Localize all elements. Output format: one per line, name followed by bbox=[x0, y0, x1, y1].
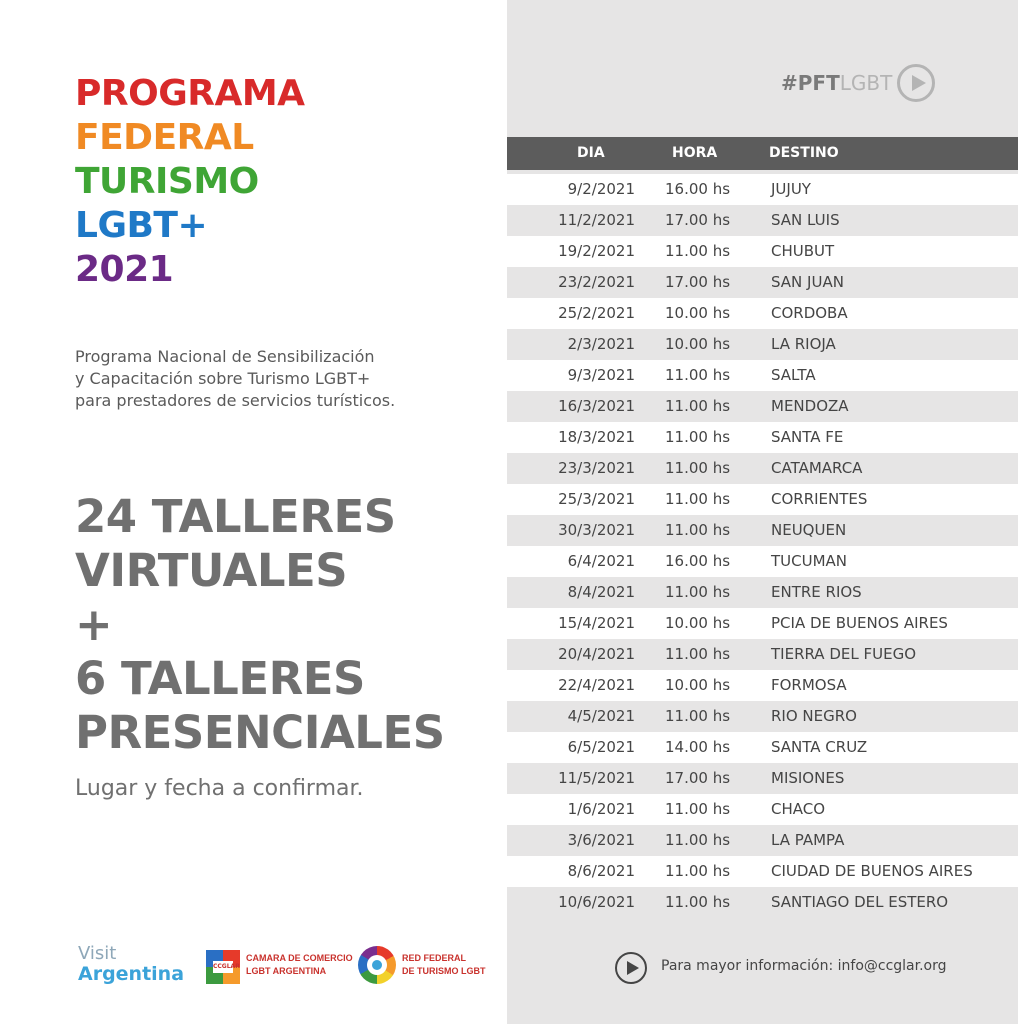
row-date: 16/3/2021 bbox=[558, 397, 635, 415]
row-destination: CATAMARCA bbox=[771, 459, 863, 477]
row-destination: TUCUMAN bbox=[771, 552, 848, 570]
row-time: 11.00 hs bbox=[665, 583, 731, 601]
row-destination: CIUDAD DE BUENOS AIRES bbox=[771, 862, 973, 880]
row-date: 1/6/2021 bbox=[567, 800, 635, 818]
row-time: 10.00 hs bbox=[665, 614, 731, 632]
header-destination: DESTINO bbox=[769, 145, 839, 161]
row-date: 9/2/2021 bbox=[567, 180, 635, 198]
table-row bbox=[507, 453, 1018, 484]
table-row bbox=[507, 546, 1018, 577]
title-line: PROGRAMA bbox=[75, 73, 305, 114]
row-date: 11/5/2021 bbox=[558, 769, 635, 787]
table-row bbox=[507, 732, 1018, 763]
table-row bbox=[507, 887, 1018, 918]
row-time: 11.00 hs bbox=[665, 800, 731, 818]
title-line: TURISMO bbox=[75, 161, 259, 202]
row-time: 17.00 hs bbox=[665, 273, 731, 291]
row-destination: RIO NEGRO bbox=[771, 707, 857, 725]
table-row bbox=[507, 608, 1018, 639]
row-time: 11.00 hs bbox=[665, 645, 731, 663]
table-row bbox=[507, 639, 1018, 670]
row-time: 11.00 hs bbox=[665, 366, 731, 384]
visit-logo-line1: Visit bbox=[78, 943, 117, 964]
table-row bbox=[507, 515, 1018, 546]
table-row bbox=[507, 298, 1018, 329]
table-row bbox=[507, 484, 1018, 515]
table-row bbox=[507, 236, 1018, 267]
row-time: 17.00 hs bbox=[665, 769, 731, 787]
row-destination: LA PAMPA bbox=[771, 831, 845, 849]
row-time: 11.00 hs bbox=[665, 490, 731, 508]
table-row bbox=[507, 856, 1018, 887]
row-time: 10.00 hs bbox=[665, 335, 731, 353]
row-destination: LA RIOJA bbox=[771, 335, 836, 353]
row-destination: JUJUY bbox=[771, 180, 811, 198]
row-time: 17.00 hs bbox=[665, 211, 731, 229]
header-time: HORA bbox=[672, 145, 718, 161]
table-row bbox=[507, 329, 1018, 360]
description-line: y Capacitación sobre Turismo LGBT+ bbox=[75, 369, 371, 388]
row-date: 23/3/2021 bbox=[558, 459, 635, 477]
table-row bbox=[507, 825, 1018, 856]
rft-text bbox=[402, 952, 486, 978]
workshops-headline bbox=[75, 490, 445, 760]
row-date: 8/4/2021 bbox=[567, 583, 635, 601]
row-time: 11.00 hs bbox=[665, 831, 731, 849]
red-federal-logo bbox=[358, 944, 498, 990]
row-destination: MISIONES bbox=[771, 769, 845, 787]
row-destination: SANTIAGO DEL ESTERO bbox=[771, 893, 949, 911]
row-date: 25/3/2021 bbox=[558, 490, 635, 508]
row-destination: FORMOSA bbox=[771, 676, 847, 694]
row-destination: PCIA DE BUENOS AIRES bbox=[771, 614, 948, 632]
row-time: 11.00 hs bbox=[665, 397, 731, 415]
row-time: 11.00 hs bbox=[665, 521, 731, 539]
headline-line: 6 TALLERES bbox=[75, 652, 365, 705]
row-date: 3/6/2021 bbox=[567, 831, 635, 849]
row-date: 11/2/2021 bbox=[558, 211, 635, 229]
row-destination: ENTRE RIOS bbox=[771, 583, 862, 601]
row-time: 11.00 hs bbox=[665, 893, 731, 911]
schedule-table-header bbox=[507, 137, 1018, 170]
row-destination: CHUBUT bbox=[771, 242, 835, 260]
row-destination: CORRIENTES bbox=[771, 490, 868, 508]
row-time: 16.00 hs bbox=[665, 180, 731, 198]
row-destination: SAN LUIS bbox=[771, 211, 840, 229]
row-time: 11.00 hs bbox=[665, 242, 731, 260]
row-destination: CORDOBA bbox=[771, 304, 848, 322]
table-row bbox=[507, 391, 1018, 422]
play-circle-icon[interactable] bbox=[897, 64, 935, 102]
row-date: 18/3/2021 bbox=[558, 428, 635, 446]
table-row bbox=[507, 267, 1018, 298]
row-date: 22/4/2021 bbox=[558, 676, 635, 694]
row-time: 14.00 hs bbox=[665, 738, 731, 756]
table-row bbox=[507, 763, 1018, 794]
rft-logo-line2: DE TURISMO LGBT bbox=[402, 966, 486, 976]
ccglar-badge-icon bbox=[206, 950, 240, 984]
row-date: 25/2/2021 bbox=[558, 304, 635, 322]
title-line: LGBT+ bbox=[75, 205, 208, 246]
table-row bbox=[507, 577, 1018, 608]
rft-logo-line1: RED FEDERAL bbox=[402, 953, 467, 963]
row-destination: SANTA CRUZ bbox=[771, 738, 868, 756]
schedule-table-body bbox=[507, 174, 1018, 918]
table-row bbox=[507, 701, 1018, 732]
headline-line: VIRTUALES bbox=[75, 544, 348, 597]
headline-line: 24 TALLERES bbox=[75, 490, 396, 543]
row-date: 19/2/2021 bbox=[558, 242, 635, 260]
description-line: para prestadores de servicios turísticos. bbox=[75, 391, 396, 410]
rainbow-ring-icon bbox=[358, 946, 396, 984]
play-circle-icon[interactable] bbox=[615, 952, 647, 984]
row-time: 11.00 hs bbox=[665, 428, 731, 446]
row-time: 16.00 hs bbox=[665, 552, 731, 570]
program-title bbox=[75, 72, 305, 292]
row-date: 2/3/2021 bbox=[567, 335, 635, 353]
headline-line: PRESENCIALES bbox=[75, 706, 445, 759]
headline-line: + bbox=[75, 598, 113, 651]
table-row bbox=[507, 174, 1018, 205]
table-row bbox=[507, 360, 1018, 391]
row-destination: NEUQUEN bbox=[771, 521, 847, 539]
row-destination: SANTA FE bbox=[771, 428, 844, 446]
row-destination: MENDOZA bbox=[771, 397, 849, 415]
hashtag-bold: #PFT bbox=[781, 71, 840, 95]
header-date: DIA bbox=[577, 145, 605, 161]
table-row bbox=[507, 422, 1018, 453]
row-date: 20/4/2021 bbox=[558, 645, 635, 663]
ccg-logo-line1: CAMARA DE COMERCIO bbox=[246, 953, 353, 963]
ccglar-badge-text: CCGLAR bbox=[213, 961, 233, 973]
headline-subtitle: Lugar y fecha a confirmar. bbox=[75, 776, 364, 801]
row-date: 6/5/2021 bbox=[567, 738, 635, 756]
row-date: 9/3/2021 bbox=[567, 366, 635, 384]
row-date: 10/6/2021 bbox=[558, 893, 635, 911]
visit-logo-line2: Argentina bbox=[78, 963, 185, 985]
visit-argentina-logo bbox=[78, 944, 184, 984]
row-destination: SALTA bbox=[771, 366, 816, 384]
title-line: 2021 bbox=[75, 249, 174, 290]
ccg-text bbox=[246, 952, 353, 978]
camara-comercio-logo bbox=[206, 948, 366, 988]
title-line: FEDERAL bbox=[75, 117, 254, 158]
sponsor-logos bbox=[78, 942, 498, 992]
row-date: 6/4/2021 bbox=[567, 552, 635, 570]
hashtag-light: LGBT bbox=[839, 71, 893, 95]
row-time: 11.00 hs bbox=[665, 707, 731, 725]
table-row bbox=[507, 670, 1018, 701]
row-date: 30/3/2021 bbox=[558, 521, 635, 539]
info-contact-text: Para mayor información: info@ccglar.org bbox=[661, 958, 947, 974]
program-description bbox=[75, 346, 475, 412]
description-line: Programa Nacional de Sensibilización bbox=[75, 347, 375, 366]
ht bbox=[781, 71, 892, 95]
row-date: 4/5/2021 bbox=[567, 707, 635, 725]
row-time: 10.00 hs bbox=[665, 304, 731, 322]
row-destination: SAN JUAN bbox=[771, 273, 844, 291]
ccg-logo-line2: LGBT ARGENTINA bbox=[246, 966, 327, 976]
row-time: 11.00 hs bbox=[665, 459, 731, 477]
row-date: 23/2/2021 bbox=[558, 273, 635, 291]
table-row bbox=[507, 794, 1018, 825]
row-time: 10.00 hs bbox=[665, 676, 731, 694]
row-date: 15/4/2021 bbox=[558, 614, 635, 632]
row-date: 8/6/2021 bbox=[567, 862, 635, 880]
row-destination: CHACO bbox=[771, 800, 826, 818]
row-destination: TIERRA DEL FUEGO bbox=[771, 645, 916, 663]
table-row bbox=[507, 205, 1018, 236]
left-panel bbox=[0, 0, 507, 1024]
row-time: 11.00 hs bbox=[665, 862, 731, 880]
